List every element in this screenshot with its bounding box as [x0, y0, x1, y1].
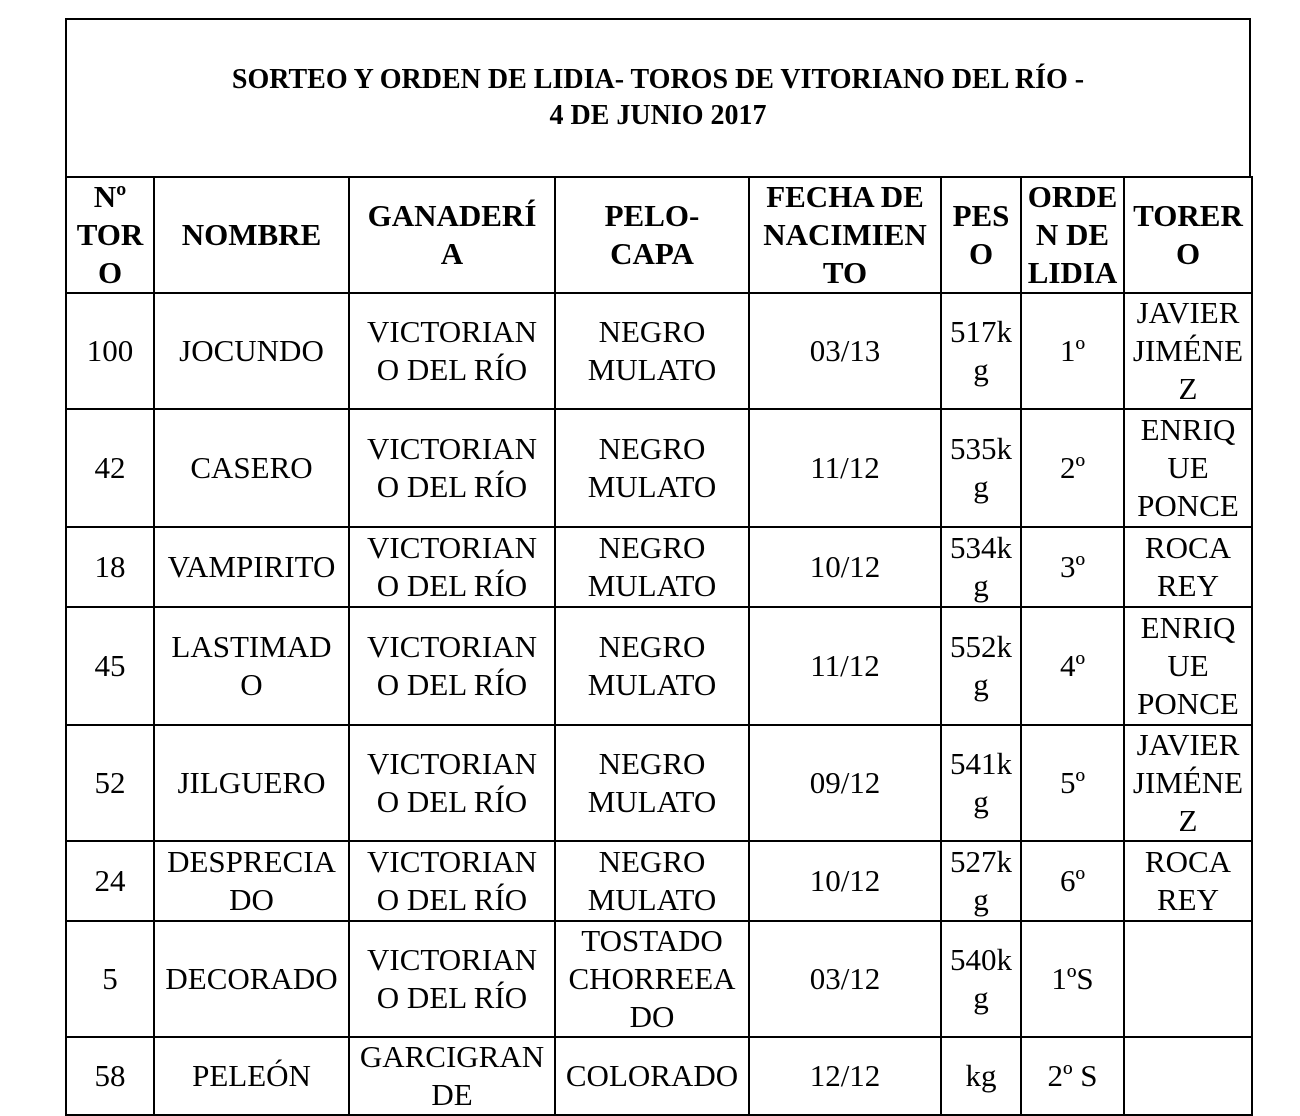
cell-nombre-line: PELEÓN	[192, 1058, 311, 1093]
cell-ganaderia-line: O DEL RÍO	[376, 980, 528, 1015]
cell-fecha-nacimiento-text: 09/12	[809, 765, 881, 800]
cell-orden-lidia	[1021, 725, 1124, 841]
document-sheet	[65, 18, 1251, 1116]
cell-fecha-nacimiento	[749, 527, 941, 607]
cell-peso	[941, 841, 1021, 921]
cell-torero-line: PONCE	[1137, 488, 1239, 523]
cell-nombre-line: O	[240, 667, 263, 702]
cell-ganaderia-line: VICTORIAN	[367, 530, 537, 565]
cell-torero-line: ROCA	[1144, 530, 1232, 565]
cell-peso-line: g	[973, 568, 989, 603]
cell-peso-line: kg	[965, 1058, 997, 1093]
cell-fecha-nacimiento	[749, 293, 941, 409]
cell-ganaderia	[349, 725, 555, 841]
cell-fecha-nacimiento-text: 12/12	[809, 1058, 881, 1093]
cell-ganaderia	[349, 607, 555, 725]
header-text-line: O	[97, 255, 123, 290]
cell-ganaderia-line: VICTORIAN	[367, 431, 537, 466]
cell-fecha-nacimiento	[749, 1037, 941, 1115]
cell-orden-lidia-text: 2º S	[1047, 1058, 1098, 1093]
cell-torero-line: UE	[1167, 648, 1209, 683]
cell-torero-line: PONCE	[1137, 686, 1239, 721]
cell-ganaderia-line: O DEL RÍO	[376, 469, 528, 504]
header-text-line: NOMBRE	[181, 217, 322, 252]
cell-pelo-capa-line: CHORREEA	[568, 961, 736, 996]
header-text-line: N DE	[1035, 217, 1110, 252]
cell-pelo-capa	[555, 725, 749, 841]
cell-torero-line: JAVIER	[1136, 295, 1240, 330]
header-pelo-capa	[555, 177, 749, 293]
cell-nombre-line: DESPRECIA	[167, 844, 336, 879]
cell-num-toro	[66, 527, 154, 607]
cell-nombre	[154, 527, 349, 607]
table-row	[66, 607, 1252, 725]
header-text-line: LIDIA	[1027, 255, 1118, 290]
cell-fecha-nacimiento	[749, 607, 941, 725]
cell-pelo-capa-line: NEGRO	[598, 431, 706, 466]
cell-torero-line: ROCA	[1144, 844, 1232, 879]
cell-num-toro-text: 100	[86, 333, 134, 368]
cell-orden-lidia-text: 1ºS	[1051, 961, 1094, 996]
cell-nombre-line: VAMPIRITO	[167, 549, 336, 584]
cell-pelo-capa-line: MULATO	[587, 352, 717, 387]
header-text-line: PELO-	[604, 198, 700, 233]
cell-num-toro-text: 18	[94, 549, 126, 584]
header-fecha-nacimiento	[749, 177, 941, 293]
header-orden-lidia	[1021, 177, 1124, 293]
cell-pelo-capa-line: DO	[629, 999, 675, 1034]
cell-peso-line: 535k	[950, 431, 1012, 466]
table-body	[66, 293, 1252, 1115]
table-row	[66, 527, 1252, 607]
cell-orden-lidia-text: 1º	[1059, 333, 1086, 368]
cell-peso-line: g	[973, 352, 989, 387]
cell-orden-lidia	[1021, 409, 1124, 527]
cell-ganaderia	[349, 921, 555, 1037]
cell-fecha-nacimiento-text: 10/12	[809, 549, 881, 584]
cell-pelo-capa-line: MULATO	[587, 469, 717, 504]
header-text-line: TORER	[1133, 198, 1243, 233]
cell-ganaderia-line: O DEL RÍO	[376, 568, 528, 603]
cell-ganaderia-line: O DEL RÍO	[376, 882, 528, 917]
cell-pelo-capa	[555, 409, 749, 527]
cell-num-toro-text: 45	[94, 648, 126, 683]
cell-torero-line: REY	[1157, 882, 1219, 917]
cell-orden-lidia-text: 6º	[1059, 863, 1086, 898]
cell-torero	[1124, 841, 1252, 921]
header-text-line: Nº	[93, 179, 127, 214]
cell-pelo-capa-line: MULATO	[587, 784, 717, 819]
cell-torero-line: JIMÉNE	[1132, 765, 1244, 800]
cell-num-toro-text: 58	[94, 1058, 126, 1093]
cell-torero-line: ENRIQ	[1140, 610, 1236, 645]
cell-num-toro-text: 52	[94, 765, 126, 800]
cell-torero	[1124, 607, 1252, 725]
header-text-line: CAPA	[610, 236, 694, 271]
cell-orden-lidia-text: 3º	[1059, 549, 1086, 584]
cell-num-toro	[66, 607, 154, 725]
cell-ganaderia-line: DE	[431, 1077, 473, 1112]
cell-fecha-nacimiento	[749, 409, 941, 527]
header-torero	[1124, 177, 1252, 293]
cell-num-toro-text: 42	[94, 450, 126, 485]
document-title-line-2: 4 DE JUNIO 2017	[549, 100, 767, 131]
cell-torero-line: UE	[1167, 450, 1209, 485]
cell-peso-line: g	[973, 667, 989, 702]
cell-torero	[1124, 409, 1252, 527]
cell-ganaderia-line: VICTORIAN	[367, 844, 537, 879]
cell-nombre	[154, 1037, 349, 1115]
header-text-line: O	[1175, 236, 1201, 271]
cell-torero-line: JIMÉNE	[1132, 333, 1244, 368]
cell-pelo-capa	[555, 841, 749, 921]
cell-nombre-line: JOCUNDO	[179, 333, 324, 368]
document-title-line-1: SORTEO Y ORDEN DE LIDIA- TOROS DE VITORIANO DEL RÍO -	[231, 64, 1085, 95]
cell-pelo-capa-line: MULATO	[587, 882, 717, 917]
cell-ganaderia	[349, 409, 555, 527]
header-text-line: NACIMIEN	[763, 217, 927, 252]
table-row	[66, 1037, 1252, 1115]
table-row	[66, 293, 1252, 409]
cell-torero	[1124, 527, 1252, 607]
cell-pelo-capa	[555, 921, 749, 1037]
table-row	[66, 409, 1252, 527]
table-row	[66, 921, 1252, 1037]
cell-peso	[941, 527, 1021, 607]
cell-orden-lidia	[1021, 293, 1124, 409]
header-peso	[941, 177, 1021, 293]
cell-torero	[1124, 725, 1252, 841]
cell-pelo-capa	[555, 527, 749, 607]
cell-peso-line: g	[973, 882, 989, 917]
header-text-line: GANADERÍ	[367, 198, 537, 233]
cell-nombre	[154, 841, 349, 921]
cell-peso-line: 552k	[950, 629, 1012, 664]
cell-ganaderia-line: VICTORIAN	[367, 629, 537, 664]
cell-nombre-line: DO	[229, 882, 274, 917]
cell-peso-line: g	[973, 469, 989, 504]
cell-orden-lidia-text: 5º	[1059, 765, 1086, 800]
cell-fecha-nacimiento-text: 10/12	[809, 863, 881, 898]
cell-nombre	[154, 409, 349, 527]
cell-nombre	[154, 293, 349, 409]
cell-ganaderia-line: VICTORIAN	[367, 942, 537, 977]
table-row	[66, 841, 1252, 921]
cell-ganaderia-line: VICTORIAN	[367, 746, 537, 781]
cell-fecha-nacimiento-text: 11/12	[810, 450, 880, 485]
cell-torero-line: Z	[1178, 371, 1198, 406]
cell-torero-line: Z	[1178, 803, 1198, 838]
cell-peso	[941, 725, 1021, 841]
header-text-line: A	[440, 236, 464, 271]
cell-pelo-capa	[555, 293, 749, 409]
cell-pelo-capa	[555, 607, 749, 725]
cell-fecha-nacimiento	[749, 841, 941, 921]
cell-torero-line: ENRIQ	[1140, 412, 1236, 447]
cell-fecha-nacimiento	[749, 921, 941, 1037]
cell-orden-lidia	[1021, 1037, 1124, 1115]
cell-ganaderia-line: O DEL RÍO	[376, 667, 528, 702]
cell-peso-line: 540k	[950, 942, 1012, 977]
header-text-line: FECHA DE	[766, 179, 924, 214]
cell-torero-line: JAVIER	[1136, 727, 1240, 762]
cell-peso-line: g	[973, 784, 989, 819]
cell-peso	[941, 607, 1021, 725]
cell-num-toro	[66, 725, 154, 841]
cell-orden-lidia-text: 4º	[1059, 648, 1086, 683]
cell-nombre	[154, 921, 349, 1037]
cell-nombre-line: JILGUERO	[177, 765, 326, 800]
cell-ganaderia	[349, 293, 555, 409]
cell-orden-lidia	[1021, 841, 1124, 921]
cell-num-toro	[66, 921, 154, 1037]
cell-orden-lidia	[1021, 527, 1124, 607]
cell-pelo-capa-line: MULATO	[587, 667, 717, 702]
header-row	[66, 177, 1252, 293]
cell-torero	[1124, 1037, 1252, 1115]
cell-nombre	[154, 725, 349, 841]
cell-pelo-capa-line: TOSTADO	[581, 923, 723, 958]
cell-pelo-capa-line: MULATO	[587, 568, 717, 603]
cell-nombre-line: DECORADO	[165, 961, 338, 996]
title-box	[65, 18, 1251, 176]
cell-peso-line: 527k	[950, 844, 1012, 879]
cell-pelo-capa-line: NEGRO	[598, 530, 706, 565]
cell-orden-lidia-text: 2º	[1059, 450, 1086, 485]
cell-peso-line: 534k	[950, 530, 1012, 565]
header-text-line: PES	[952, 198, 1010, 233]
cell-torero-line: REY	[1157, 568, 1219, 603]
cell-num-toro	[66, 1037, 154, 1115]
bulls-table	[65, 176, 1253, 1116]
header-text-line: ORDE	[1027, 179, 1118, 214]
cell-pelo-capa-line: NEGRO	[598, 746, 706, 781]
cell-peso	[941, 1037, 1021, 1115]
cell-nombre-line: CASERO	[190, 450, 313, 485]
cell-fecha-nacimiento	[749, 725, 941, 841]
cell-nombre	[154, 607, 349, 725]
cell-fecha-nacimiento-text: 03/12	[809, 961, 881, 996]
cell-pelo-capa-line: NEGRO	[598, 314, 706, 349]
cell-torero	[1124, 293, 1252, 409]
cell-peso	[941, 409, 1021, 527]
cell-ganaderia	[349, 527, 555, 607]
cell-pelo-capa-line: NEGRO	[598, 629, 706, 664]
header-text-line: TO	[822, 255, 868, 290]
cell-num-toro-text: 24	[94, 863, 126, 898]
header-nombre	[154, 177, 349, 293]
header-num-toro	[66, 177, 154, 293]
cell-num-toro	[66, 293, 154, 409]
header-text-line: TOR	[76, 217, 144, 252]
cell-num-toro-text: 5	[102, 961, 118, 996]
cell-ganaderia-line: GARCIGRAN	[359, 1039, 545, 1074]
cell-ganaderia-line: O DEL RÍO	[376, 352, 528, 387]
cell-ganaderia	[349, 1037, 555, 1115]
cell-ganaderia-line: VICTORIAN	[367, 314, 537, 349]
cell-num-toro	[66, 409, 154, 527]
header-ganaderia	[349, 177, 555, 293]
table-row	[66, 725, 1252, 841]
cell-pelo-capa-line: COLORADO	[565, 1058, 739, 1093]
cell-peso-line: 541k	[950, 746, 1012, 781]
cell-peso	[941, 921, 1021, 1037]
cell-fecha-nacimiento-text: 11/12	[810, 648, 880, 683]
cell-torero	[1124, 921, 1252, 1037]
cell-peso-line: g	[973, 980, 989, 1015]
cell-orden-lidia	[1021, 607, 1124, 725]
cell-pelo-capa-line: NEGRO	[598, 844, 706, 879]
cell-nombre-line: LASTIMAD	[171, 629, 332, 664]
cell-fecha-nacimiento-text: 03/13	[809, 333, 881, 368]
cell-peso	[941, 293, 1021, 409]
cell-ganaderia-line: O DEL RÍO	[376, 784, 528, 819]
cell-pelo-capa	[555, 1037, 749, 1115]
header-text-line: O	[968, 236, 994, 271]
cell-num-toro	[66, 841, 154, 921]
cell-peso-line: 517k	[950, 314, 1012, 349]
cell-ganaderia	[349, 841, 555, 921]
cell-orden-lidia	[1021, 921, 1124, 1037]
